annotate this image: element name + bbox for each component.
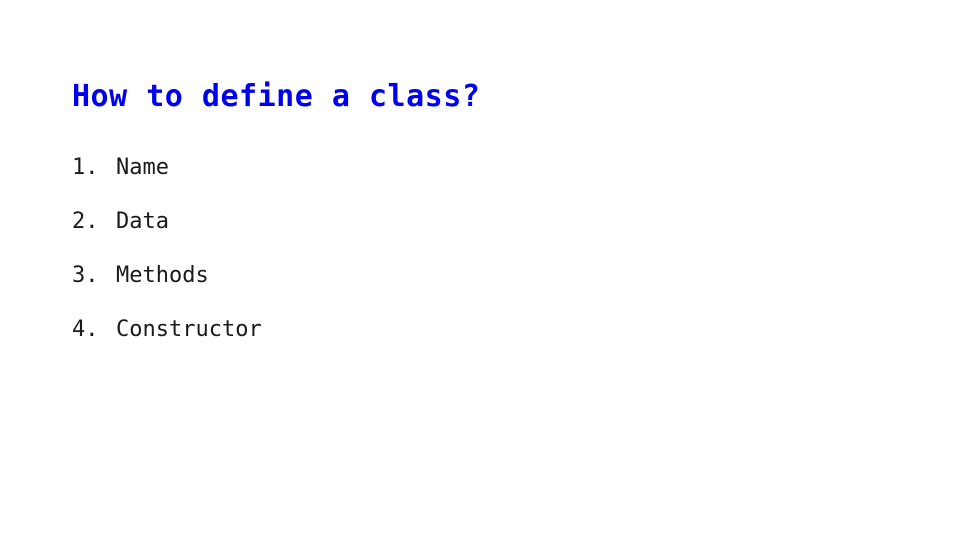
list-item — [72, 261, 262, 315]
list-item-number: 4. — [72, 317, 99, 342]
list-item — [72, 315, 262, 369]
list-item — [72, 207, 262, 261]
list-item-number: 2. — [72, 209, 99, 234]
list-item-text: Name — [116, 155, 169, 180]
list-item-text: Data — [116, 209, 169, 234]
list-item-text: Constructor — [116, 317, 262, 342]
list-item-number: 3. — [72, 263, 99, 288]
list-item — [72, 153, 262, 207]
list-item-number: 1. — [72, 155, 99, 180]
list-item-text: Methods — [116, 263, 209, 288]
slide-title: How to define a class? — [72, 79, 481, 114]
numbered-list — [72, 153, 262, 369]
